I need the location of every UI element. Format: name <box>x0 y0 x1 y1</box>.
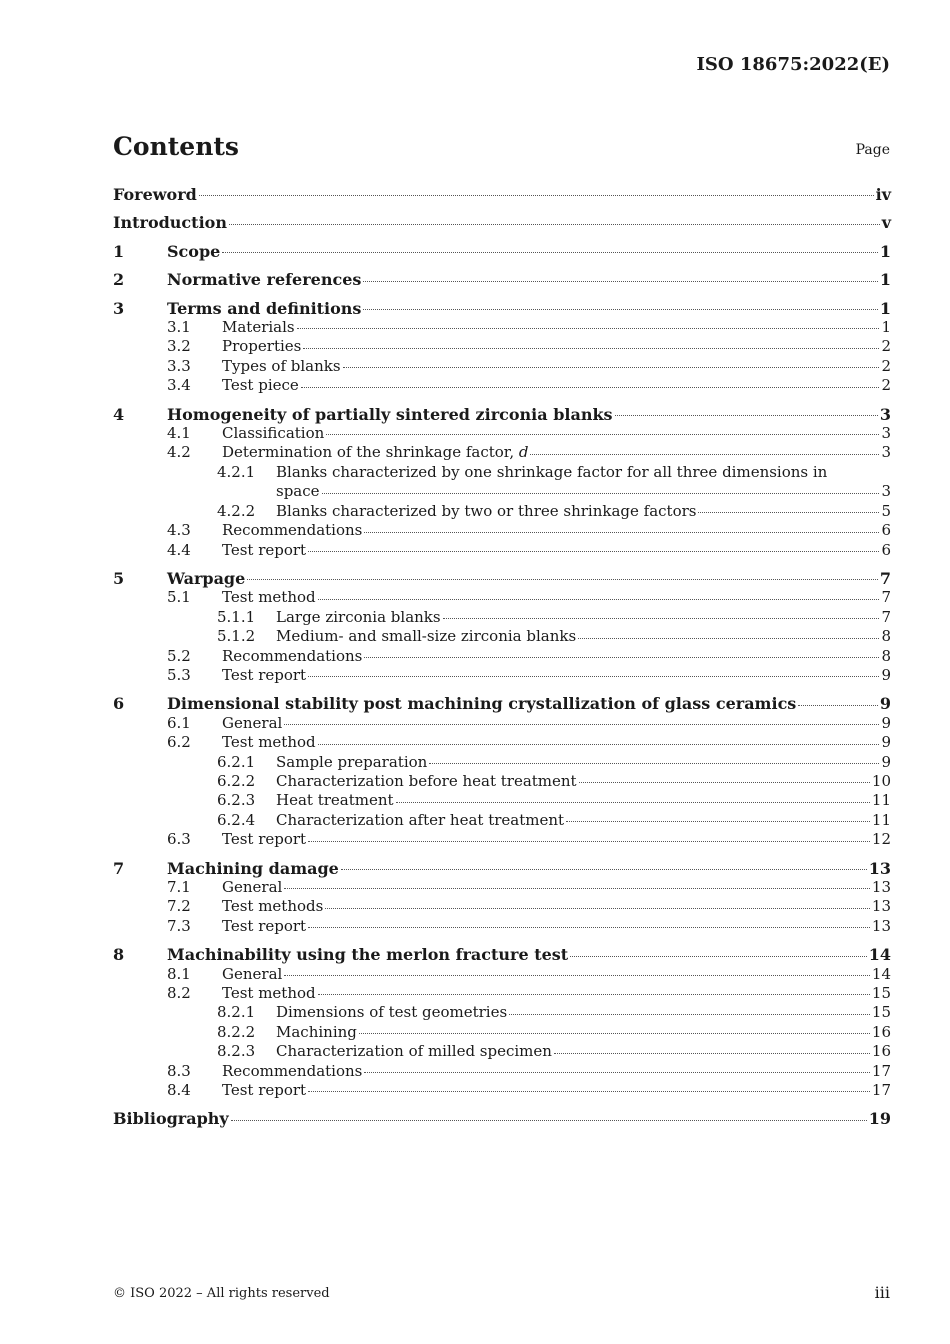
toc-entry-section-6[interactable] <box>113 694 891 713</box>
toc-entry-page: 14 <box>871 964 891 983</box>
toc-entry-title: Heat treatment <box>276 791 394 810</box>
toc-entry-number: 4.4 <box>167 540 191 559</box>
toc-entry-6-2-1[interactable] <box>113 753 891 772</box>
dot-leader <box>325 907 870 909</box>
toc-entry-page: 8 <box>881 627 891 646</box>
dot-leader <box>615 414 878 416</box>
toc-entry-page: 3 <box>881 424 891 443</box>
toc-entry-page: 1 <box>879 270 891 290</box>
dot-leader <box>284 887 870 889</box>
toc-entry-section-7[interactable] <box>113 859 891 878</box>
toc-entry-page: 11 <box>871 810 891 829</box>
table-of-contents <box>113 185 891 1129</box>
toc-entry-title: Characterization before heat treatment <box>276 771 577 790</box>
toc-entry-title: Bibliography <box>113 1109 229 1129</box>
dot-leader <box>530 453 879 455</box>
toc-entry-number: 6.2.4 <box>217 810 256 829</box>
toc-entry-page: 13 <box>871 897 891 916</box>
toc-entry-4-1[interactable] <box>113 424 891 443</box>
toc-entry-title: Scope <box>167 241 221 261</box>
toc-entry-title: Test report <box>222 1081 307 1100</box>
toc-entry-page: 15 <box>871 1003 891 1022</box>
toc-entry-page: 13 <box>871 878 891 896</box>
toc-entry-5-3[interactable] <box>113 666 891 685</box>
toc-entry-number: 3.1 <box>167 318 191 337</box>
toc-entry-number: 3.4 <box>167 376 191 395</box>
toc-entry-page: 7 <box>881 607 891 626</box>
toc-entry-number: 8.2.1 <box>217 1003 256 1022</box>
toc-entry-4-2[interactable] <box>113 443 891 462</box>
toc-entry-number: 5.3 <box>167 665 191 684</box>
toc-entry-8-4[interactable] <box>113 1081 891 1100</box>
dot-leader <box>359 1032 870 1034</box>
toc-entry-title: General <box>222 713 283 732</box>
toc-entry-number: 6.2 <box>167 733 191 752</box>
dot-leader <box>343 366 880 368</box>
toc-entry-number: 6.2.3 <box>217 791 256 810</box>
toc-entry-title: Recommendations <box>222 1061 363 1080</box>
toc-entry-title-text: Determination of the shrinkage factor, <box>222 443 515 462</box>
toc-entry-number: 8 <box>113 945 125 965</box>
toc-entry-page: 13 <box>868 858 891 878</box>
dot-leader <box>308 840 870 842</box>
toc-entry-title: Recommendations <box>222 646 363 665</box>
toc-entry-8-2[interactable] <box>113 984 891 1003</box>
toc-entry-title: Large zirconia blanks <box>276 607 441 626</box>
toc-entry-number: 8.1 <box>167 964 191 983</box>
toc-entry-title: Normative references <box>167 270 362 290</box>
document-reference: ISO 18675:2022(E) <box>696 54 890 75</box>
toc-entry-number: 5.1.1 <box>217 607 256 626</box>
toc-entry-foreword[interactable] <box>113 185 891 204</box>
toc-entry-title: Warpage <box>167 568 246 588</box>
toc-entry-number: 4.2 <box>167 443 191 462</box>
dot-leader <box>554 1052 870 1054</box>
dot-leader <box>308 675 879 677</box>
toc-entry-6-2-2[interactable] <box>113 772 891 791</box>
toc-entry-3-2[interactable] <box>113 337 891 356</box>
toc-entry-title: Test piece <box>222 376 299 395</box>
toc-entry-8-2-1[interactable] <box>113 1003 891 1022</box>
toc-entry-page: 17 <box>871 1061 891 1080</box>
toc-entry-page: 3 <box>879 404 891 424</box>
toc-entry-title: Dimensional stability post machining crystallization of glass ceramics <box>167 694 797 714</box>
toc-entry-title: General <box>222 964 283 983</box>
toc-entry-number: 3 <box>113 298 125 318</box>
toc-entry-8-2-3[interactable] <box>113 1042 891 1061</box>
dot-leader <box>301 386 880 388</box>
toc-entry-6-2[interactable] <box>113 733 891 752</box>
toc-entry-title: Sample preparation <box>276 752 428 771</box>
dot-leader <box>303 347 879 349</box>
dot-leader <box>509 1013 870 1015</box>
toc-entry-title: Test methods <box>222 897 324 916</box>
dot-leader <box>308 1090 870 1092</box>
dot-leader <box>579 781 870 783</box>
toc-entry-page: 6 <box>881 540 891 559</box>
toc-entry-number: 8.2 <box>167 984 191 1003</box>
toc-entry-number: 7.3 <box>167 916 191 935</box>
toc-entry-bibliography[interactable] <box>113 1109 891 1128</box>
toc-entry-number: 5.2 <box>167 646 191 665</box>
dot-leader <box>326 433 879 435</box>
toc-entry-page: 16 <box>871 1042 891 1061</box>
toc-entry-4-2-2[interactable] <box>113 502 891 521</box>
toc-entry-page: v <box>881 213 891 233</box>
toc-entry-title <box>222 443 528 462</box>
toc-entry-page: 19 <box>868 1109 891 1129</box>
shrinkage-factor-variable: d <box>518 443 529 462</box>
toc-entry-title: Characterization of milled specimen <box>276 1042 552 1061</box>
toc-entry-number: 4.2.1 <box>217 462 256 481</box>
toc-entry-number: 1 <box>113 241 125 261</box>
dot-leader <box>231 1119 867 1121</box>
toc-entry-page: 9 <box>881 713 891 732</box>
toc-entry-page: iv <box>875 185 891 204</box>
toc-entry-number: 7.1 <box>167 878 191 896</box>
toc-entry-title: Materials <box>222 318 295 337</box>
toc-entry-title-continued: space <box>276 482 320 501</box>
toc-entry-4-4[interactable] <box>113 541 891 560</box>
page-number: iii <box>874 1283 890 1302</box>
toc-entry-title: Test report <box>222 916 307 935</box>
toc-entry-7-2[interactable] <box>113 897 891 916</box>
toc-entry-number: 4.2.2 <box>217 501 256 520</box>
dot-leader <box>199 194 874 196</box>
toc-entry-number: 4.1 <box>167 424 191 443</box>
toc-entry-section-8[interactable] <box>113 945 891 964</box>
toc-entry-number: 6.2.1 <box>217 752 256 771</box>
dot-leader <box>570 955 867 957</box>
dot-leader <box>284 723 879 725</box>
toc-entry-page: 7 <box>879 568 891 588</box>
toc-entry-title: Introduction <box>113 213 227 233</box>
toc-entry-6-2-3[interactable] <box>113 791 891 810</box>
toc-entry-page: 2 <box>881 376 891 395</box>
toc-entry-number: 8.2.3 <box>217 1042 256 1061</box>
toc-entry-page: 9 <box>881 752 891 771</box>
toc-entry-title: Machinability using the merlon fracture test <box>167 945 569 965</box>
toc-entry-page: 15 <box>871 984 891 1003</box>
toc-entry-title: Test method <box>222 588 316 607</box>
dot-leader <box>318 743 880 745</box>
toc-entry-5-1-1[interactable] <box>113 608 891 627</box>
dot-leader <box>363 308 877 310</box>
toc-entry-number: 8.2.2 <box>217 1022 256 1041</box>
dot-leader <box>429 762 879 764</box>
toc-entry-5-2[interactable] <box>113 647 891 666</box>
dot-leader <box>318 993 870 995</box>
toc-entry-page: 10 <box>871 771 891 790</box>
toc-entry-title: Machining damage <box>167 858 339 878</box>
toc-entry-3-1[interactable] <box>113 318 891 337</box>
toc-entry-3-4[interactable] <box>113 376 891 395</box>
dot-leader <box>297 327 880 329</box>
toc-entry-4-2-1[interactable] <box>113 463 891 482</box>
toc-entry-page: 5 <box>881 501 891 520</box>
dot-leader <box>308 926 870 928</box>
dot-leader <box>318 598 880 600</box>
toc-entry-number: 6.3 <box>167 830 191 849</box>
toc-entry-8-2-2[interactable] <box>113 1023 891 1042</box>
toc-entry-title: Properties <box>222 337 302 356</box>
dot-leader <box>341 868 867 870</box>
toc-entry-page: 2 <box>881 337 891 356</box>
toc-entry-page: 3 <box>881 482 891 501</box>
page-column-label: Page <box>855 142 890 158</box>
toc-entry-introduction[interactable] <box>113 213 891 232</box>
toc-entry-page: 1 <box>881 318 891 337</box>
toc-entry-8-3[interactable] <box>113 1062 891 1081</box>
toc-entry-page: 12 <box>871 830 891 849</box>
toc-entry-title: Test report <box>222 830 307 849</box>
toc-entry-page: 14 <box>868 945 891 965</box>
toc-entry-page: 9 <box>881 665 891 684</box>
dot-leader <box>222 251 878 253</box>
toc-entry-8-1[interactable] <box>113 965 891 984</box>
toc-entry-number: 4 <box>113 404 125 424</box>
toc-entry-page: 2 <box>881 356 891 375</box>
toc-entry-page: 11 <box>871 791 891 810</box>
toc-entry-number: 7.2 <box>167 897 191 916</box>
dot-leader <box>798 704 878 706</box>
toc-entry-title: Homogeneity of partially sintered zirconia blanks <box>167 404 613 424</box>
toc-entry-6-1[interactable] <box>113 714 891 733</box>
toc-entry-title: Blanks characterized by two or three shrinkage factors <box>276 501 697 520</box>
dot-leader <box>322 492 880 494</box>
toc-entry-7-3[interactable] <box>113 917 891 936</box>
toc-entry-title: Foreword <box>113 185 197 204</box>
toc-entry-title: Dimensions of test geometries <box>276 1003 508 1022</box>
copyright-notice: © ISO 2022 – All rights reserved <box>113 1286 330 1301</box>
toc-entry-6-2-4[interactable] <box>113 811 891 830</box>
toc-entry-title: General <box>222 878 283 896</box>
toc-entry-page: 3 <box>881 443 891 462</box>
toc-entry-title: Machining <box>276 1022 357 1041</box>
toc-entry-title: Test report <box>222 540 307 559</box>
toc-entry-page: 9 <box>881 733 891 752</box>
toc-entry-number: 2 <box>113 270 125 290</box>
toc-entry-section-4[interactable] <box>113 405 891 424</box>
toc-entry-title: Characterization after heat treatment <box>276 810 565 829</box>
dot-leader <box>566 820 870 822</box>
dot-leader <box>308 550 879 552</box>
toc-entry-page: 7 <box>881 588 891 607</box>
dot-leader <box>698 511 879 513</box>
dot-leader <box>363 280 877 282</box>
toc-entry-page: 16 <box>871 1022 891 1041</box>
toc-entry-page: 1 <box>879 241 891 261</box>
dot-leader <box>396 801 870 803</box>
toc-entry-section-2[interactable] <box>113 270 891 289</box>
toc-entry-page: 1 <box>879 298 891 318</box>
toc-entry-section-3[interactable] <box>113 299 891 318</box>
toc-entry-number: 6.2.2 <box>217 771 256 790</box>
toc-entry-number: 8.3 <box>167 1061 191 1080</box>
toc-entry-3-3[interactable] <box>113 357 891 376</box>
toc-entry-5-1-2[interactable] <box>113 627 891 646</box>
toc-entry-title: Medium- and small-size zirconia blanks <box>276 627 577 646</box>
dot-leader <box>364 1071 870 1073</box>
dot-leader <box>443 617 880 619</box>
toc-entry-page: 6 <box>881 521 891 540</box>
toc-entry-number: 6 <box>113 694 125 714</box>
dot-leader <box>247 578 878 580</box>
toc-entry-number: 7 <box>113 858 125 878</box>
toc-entry-title: Types of blanks <box>222 356 341 375</box>
toc-entry-6-3[interactable] <box>113 830 891 849</box>
dot-leader <box>578 637 879 639</box>
toc-entry-number: 8.4 <box>167 1081 191 1100</box>
toc-entry-number: 5.1 <box>167 588 191 607</box>
toc-entry-number: 3.3 <box>167 356 191 375</box>
toc-entry-page: 9 <box>879 694 891 714</box>
toc-entry-number: 5 <box>113 568 125 588</box>
toc-entry-4-2-1-continued[interactable] <box>113 482 891 501</box>
toc-entry-title: Classification <box>222 424 325 443</box>
toc-entry-5-1[interactable] <box>113 588 891 607</box>
toc-entry-title: Recommendations <box>222 521 363 540</box>
toc-entry-section-5[interactable] <box>113 569 891 588</box>
dot-leader <box>364 531 879 533</box>
page-title: Contents <box>113 132 240 161</box>
dot-leader <box>229 223 880 225</box>
toc-entry-number: 4.3 <box>167 521 191 540</box>
dot-leader <box>284 974 870 976</box>
toc-entry-page: 13 <box>871 916 891 935</box>
toc-entry-title: Terms and definitions <box>167 298 362 318</box>
toc-entry-page: 8 <box>881 646 891 665</box>
dot-leader <box>364 656 879 658</box>
toc-entry-title: Blanks characterized by one shrinkage factor for all three dimensions in <box>276 462 828 481</box>
toc-entry-title: Test report <box>222 665 307 684</box>
toc-entry-section-1[interactable] <box>113 242 891 261</box>
toc-entry-7-1[interactable] <box>113 878 891 897</box>
toc-entry-number: 3.2 <box>167 337 191 356</box>
toc-entry-number: 5.1.2 <box>217 627 256 646</box>
toc-entry-page: 17 <box>871 1081 891 1100</box>
toc-entry-title: Test method <box>222 984 316 1003</box>
toc-entry-number: 6.1 <box>167 713 191 732</box>
toc-entry-title: Test method <box>222 733 316 752</box>
toc-entry-4-3[interactable] <box>113 521 891 540</box>
